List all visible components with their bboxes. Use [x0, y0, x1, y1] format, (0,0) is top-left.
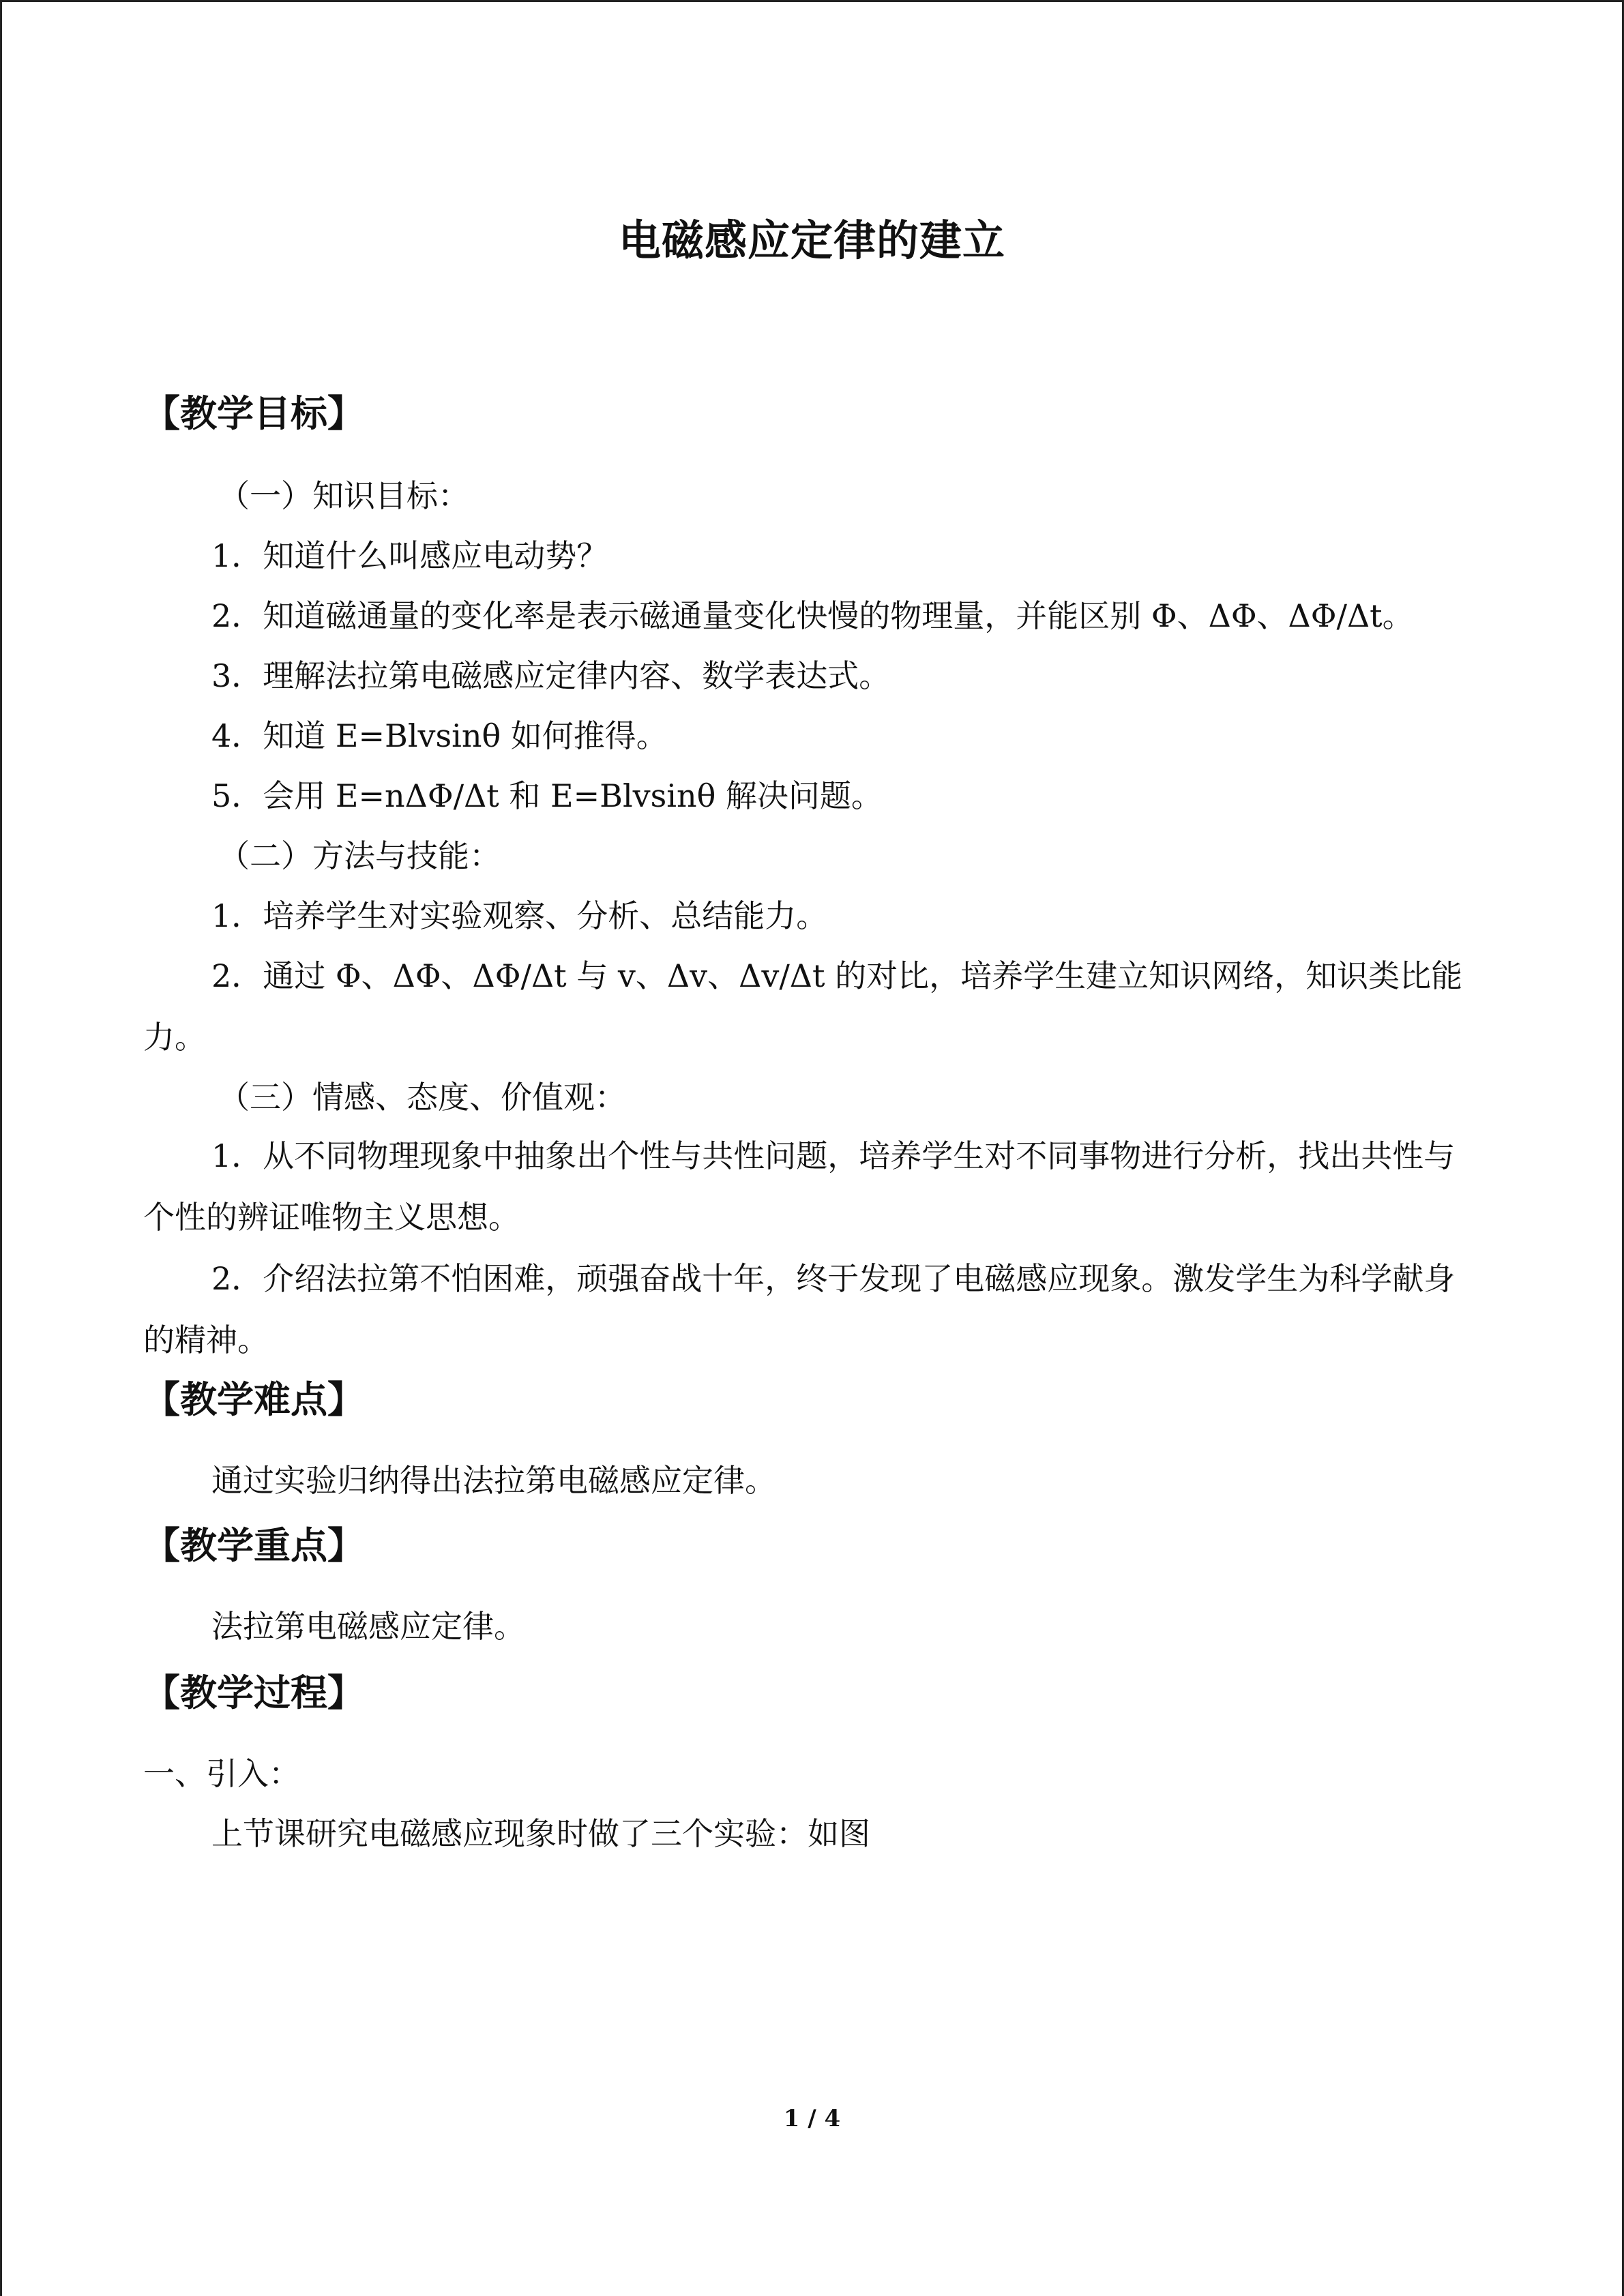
difficulty-text: 通过实验归纳得出法拉第电磁感应定律。 — [211, 1462, 776, 1499]
methods-item-1: 1．培养学生对实验观察、分析、总结能力。 — [211, 897, 828, 934]
page-indicator: 1 / 4 — [783, 2105, 841, 2132]
knowledge-item-1: 1．知道什么叫感应电动势？ — [211, 537, 608, 574]
knowledge-label: （一）知识目标： — [218, 477, 469, 514]
process-step1-label: 一、引入： — [143, 1755, 300, 1792]
knowledge-item-2: 2．知道磁通量的变化率是表示磁通量变化快慢的物理量，并能区别 Φ、ΔΦ、ΔΦ/Δt。 — [211, 597, 1414, 634]
heading-objectives: 【教学目标】 — [143, 391, 364, 435]
knowledge-item-4: 4．知道 E=Blvsinθ 如何推得。 — [211, 717, 668, 754]
emotions-item-1: 1．从不同物理现象中抽象出个性与共性问题，培养学生对不同事物进行分析，找出共性与个性的辨证唯物主义思想。 — [143, 1137, 1456, 1236]
document-title: 电磁感应定律的建立 — [618, 215, 1005, 265]
knowledge-item-3: 3．理解法拉第电磁感应定律内容、数学表达式。 — [211, 657, 891, 694]
knowledge-item-5: 5．会用 E=nΔΦ/Δt 和 E=Blvsinθ 解决问题。 — [211, 777, 883, 814]
emotions-label: （三）情感、态度、价值观： — [218, 1079, 626, 1116]
heading-focus: 【教学重点】 — [143, 1523, 364, 1567]
heading-process: 【教学过程】 — [143, 1671, 364, 1714]
methods-label: （二）方法与技能： — [218, 837, 501, 874]
heading-difficulty: 【教学难点】 — [143, 1377, 364, 1421]
focus-text: 法拉第电磁感应定律。 — [211, 1608, 525, 1645]
emotions-item-2: 2．介绍法拉第不怕困难，顽强奋战十年，终于发现了电磁感应现象。激发学生为科学献身的精神。 — [143, 1260, 1456, 1358]
methods-item-2: 2．通过 Φ、ΔΦ、ΔΦ/Δt 与 v、Δv、Δv/Δt 的对比，培养学生建立知识网络，知识类比能力。 — [143, 957, 1463, 1056]
process-step1-text: 上节课研究电磁感应现象时做了三个实验：如图 — [211, 1815, 870, 1852]
